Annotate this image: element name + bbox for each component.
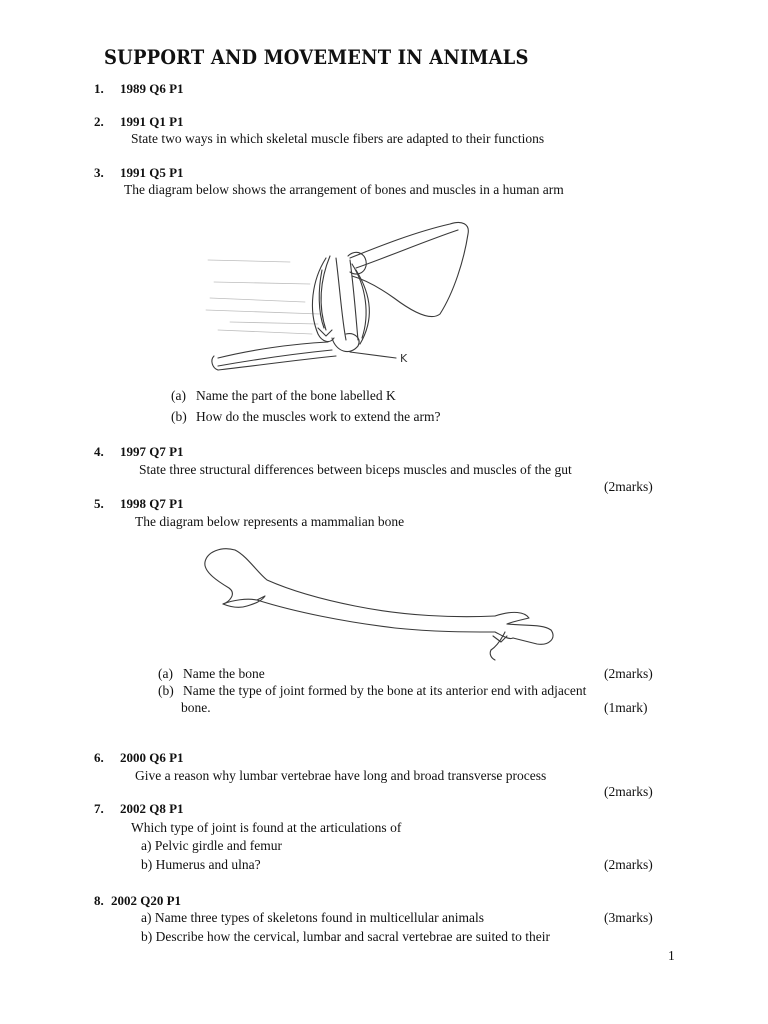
part-text: Pelvic girdle and femur xyxy=(154,838,282,853)
part-text: How do the muscles work to extend the arm? xyxy=(196,409,441,424)
part-text: Name the part of the bone labelled K xyxy=(196,388,396,403)
question-8-part-b xyxy=(141,929,550,945)
question-3-part-a xyxy=(171,388,396,404)
question-4-text: State three structural differences between biceps muscles and muscles of the gut xyxy=(139,462,572,477)
part-text: Humerus and ulna? xyxy=(155,857,261,872)
mammalian-bone-diagram xyxy=(195,538,575,668)
question-7-part-a xyxy=(141,838,282,854)
question-number: 2. xyxy=(94,114,104,129)
question-number: 6. xyxy=(94,750,104,765)
part-label: b) xyxy=(141,857,153,872)
question-source: 2002 Q20 P1 xyxy=(111,893,182,908)
question-5-part-a xyxy=(158,666,265,682)
question-3-part-b xyxy=(171,409,440,425)
question-7-marks: (2marks) xyxy=(604,857,653,872)
question-3-heading xyxy=(94,165,184,181)
question-6-heading xyxy=(94,750,184,766)
part-label: (a) xyxy=(158,666,173,681)
part-label: (b) xyxy=(158,683,174,698)
page-title: SUPPORT AND MOVEMENT IN ANIMALS xyxy=(104,46,529,69)
part-label: a) xyxy=(141,910,152,925)
question-number: 3. xyxy=(94,165,104,180)
question-5a-marks: (2marks) xyxy=(604,666,653,681)
question-4-marks: (2marks) xyxy=(604,479,653,494)
question-7-text: Which type of joint is found at the articulations of xyxy=(131,820,402,835)
question-source: 2002 Q8 P1 xyxy=(120,801,184,816)
question-number: 4. xyxy=(94,444,104,459)
question-8a-marks: (3marks) xyxy=(604,910,653,925)
question-source: 1991 Q1 P1 xyxy=(120,114,184,129)
part-label: (a) xyxy=(171,388,186,403)
part-text: Name the bone xyxy=(183,666,265,681)
part-label: (b) xyxy=(171,409,187,424)
question-6-text: Give a reason why lumbar vertebrae have long and broad transverse process xyxy=(135,768,547,783)
part-text: Name the type of joint formed by the bone at its anterior end with adjacent xyxy=(183,683,587,698)
question-number: 7. xyxy=(94,801,104,816)
question-7-heading xyxy=(94,801,184,817)
question-source: 1998 Q7 P1 xyxy=(120,496,184,511)
question-number: 5. xyxy=(94,496,104,511)
part-text: Describe how the cervical, lumbar and sacral vertebrae are suited to their xyxy=(155,929,550,944)
question-7-part-b xyxy=(141,857,261,873)
question-2-heading xyxy=(94,114,184,130)
part-text: Name three types of skeletons found in multicellular animals xyxy=(154,910,485,925)
question-source: 1991 Q5 P1 xyxy=(120,165,184,180)
question-number: 8. xyxy=(94,893,104,908)
label-k: K xyxy=(400,352,408,365)
part-label: b) xyxy=(141,929,153,944)
question-1-heading xyxy=(94,81,184,97)
question-8-part-a xyxy=(141,910,484,926)
question-6-marks: (2marks) xyxy=(604,784,653,799)
question-5b-marks: (1mark) xyxy=(604,700,648,715)
question-4-heading xyxy=(94,444,184,460)
question-5-text: The diagram below represents a mammalian bone xyxy=(135,514,405,529)
question-5-heading xyxy=(94,496,184,512)
question-5-part-b-continued: bone. xyxy=(181,700,211,715)
question-source: 1997 Q7 P1 xyxy=(120,444,184,459)
question-5-part-b xyxy=(158,683,586,699)
question-2-text: State two ways in which skeletal muscle fibers are adapted to their functions xyxy=(131,131,545,146)
question-8-heading xyxy=(94,893,181,909)
question-source: 1989 Q6 P1 xyxy=(120,81,184,96)
page-number: 1 xyxy=(668,948,675,963)
question-number: 1. xyxy=(94,81,104,96)
part-label: a) xyxy=(141,838,152,853)
question-source: 2000 Q6 P1 xyxy=(120,750,184,765)
arm-bones-muscles-diagram xyxy=(200,210,490,390)
question-3-text: The diagram below shows the arrangement of bones and muscles in a human arm xyxy=(124,182,564,197)
